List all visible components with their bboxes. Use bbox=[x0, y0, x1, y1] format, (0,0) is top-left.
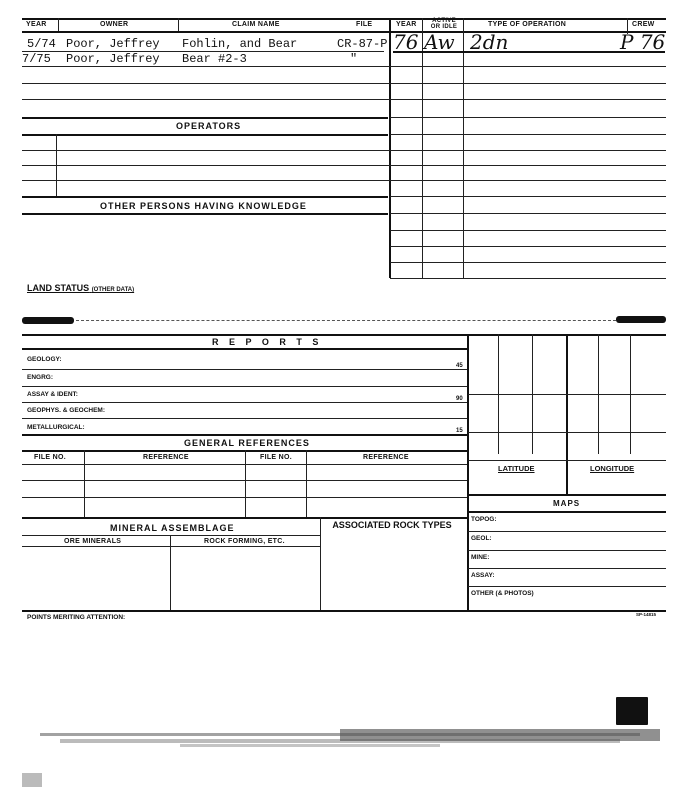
header-bottom-rule bbox=[22, 31, 666, 33]
other-persons-heading: OTHER PERSONS HAVING KNOWLEDGE bbox=[100, 201, 307, 211]
active-col-divider bbox=[463, 18, 464, 278]
row-line bbox=[22, 165, 666, 166]
row-line bbox=[22, 66, 666, 67]
header-sep bbox=[58, 18, 59, 31]
header-year-2: YEAR bbox=[396, 21, 417, 28]
map-line bbox=[468, 586, 666, 587]
mineral-divider bbox=[320, 517, 321, 610]
gen-ref-line bbox=[22, 464, 467, 465]
record-claim: Fohlin, and Bear bbox=[182, 37, 298, 51]
row-line bbox=[22, 196, 388, 198]
handwritten-year: 76 bbox=[393, 30, 419, 54]
report-label: GEOLOGY: bbox=[27, 356, 62, 363]
reports-heading: R E P O R T S bbox=[212, 337, 323, 347]
header-file: FILE bbox=[356, 21, 373, 28]
map-line bbox=[468, 550, 666, 551]
gen-ref-file-no: FILE NO. bbox=[260, 454, 292, 461]
grid-line bbox=[468, 460, 666, 461]
handwritten-active: Aw bbox=[424, 30, 455, 54]
record-claim: Bear #2-3 bbox=[182, 52, 247, 66]
reports-top-rule bbox=[22, 334, 666, 336]
row-line bbox=[22, 180, 666, 181]
report-line bbox=[22, 418, 467, 419]
operators-rule bbox=[22, 134, 388, 136]
header-claim-name: CLAIM NAME bbox=[232, 21, 280, 28]
report-label: ASSAY & IDENT: bbox=[27, 391, 78, 398]
report-label: ENGRG: bbox=[27, 374, 53, 381]
report-num: 90 bbox=[456, 396, 463, 402]
header-sep bbox=[178, 18, 179, 31]
row-line bbox=[22, 99, 666, 100]
gen-ref-divider bbox=[306, 450, 307, 518]
row-line bbox=[390, 246, 666, 247]
map-label: TOPOG: bbox=[471, 516, 497, 523]
general-references-heading: GENERAL REFERENCES bbox=[184, 438, 310, 448]
ore-minerals-header: ORE MINERALS bbox=[64, 538, 122, 545]
report-line bbox=[22, 386, 467, 387]
grid-line bbox=[468, 432, 666, 433]
longitude-label: LONGITUDE bbox=[590, 464, 635, 473]
record-owner: Poor, Jeffrey bbox=[66, 52, 160, 66]
associated-rock-types-heading: ASSOCIATED ROCK TYPES bbox=[332, 520, 452, 530]
year-col-divider bbox=[422, 18, 423, 278]
row-line bbox=[390, 262, 666, 263]
rock-forming-header: ROCK FORMING, ETC. bbox=[204, 538, 285, 545]
header-top-rule bbox=[22, 18, 666, 20]
report-line bbox=[22, 369, 467, 370]
gen-ref-divider bbox=[84, 450, 85, 518]
row-line bbox=[390, 230, 666, 231]
maps-heading: MAPS bbox=[553, 499, 581, 508]
row-line bbox=[22, 83, 666, 84]
grid-line bbox=[468, 394, 666, 395]
land-status-heading: LAND STATUS (OTHER DATA) bbox=[27, 283, 135, 293]
gen-ref-line bbox=[22, 480, 467, 481]
row-line bbox=[390, 117, 666, 118]
map-line bbox=[468, 531, 666, 532]
header-crew: CREW bbox=[632, 21, 655, 28]
scan-smear-right bbox=[616, 316, 666, 323]
row-line bbox=[22, 117, 388, 119]
mineral-rule bbox=[22, 535, 320, 536]
report-label: GEOPHYS. & GEOCHEM: bbox=[27, 407, 106, 414]
form-bottom-rule bbox=[22, 610, 666, 612]
row-line bbox=[390, 213, 666, 214]
record-owner: Poor, Jeffrey bbox=[66, 37, 160, 51]
form-number: SP-14815 bbox=[636, 612, 657, 617]
row-line-right bbox=[393, 51, 665, 53]
scan-blotch bbox=[616, 697, 648, 725]
operators-heading: OPERATORS bbox=[176, 121, 242, 131]
latitude-label: LATITUDE bbox=[498, 464, 535, 473]
gen-ref-line bbox=[22, 497, 467, 498]
row-line bbox=[390, 134, 666, 135]
map-label: ASSAY: bbox=[471, 572, 495, 579]
gen-ref-reference: REFERENCE bbox=[363, 454, 409, 461]
other-persons-rule bbox=[22, 213, 388, 215]
maps-top-rule bbox=[468, 494, 666, 496]
report-num: 15 bbox=[456, 428, 463, 434]
row-line bbox=[22, 150, 666, 151]
header-year: YEAR bbox=[26, 21, 47, 28]
points-meriting-heading: POINTS MERITING ATTENTION: bbox=[27, 614, 126, 621]
gen-ref-reference: REFERENCE bbox=[143, 454, 189, 461]
header-active-or-idle: ACTIVE OR IDLE bbox=[430, 18, 458, 30]
record-file: CR-87-P bbox=[337, 37, 388, 51]
record-year: 7/75 bbox=[22, 52, 51, 66]
scan-noise bbox=[22, 773, 42, 787]
scan-smear-left bbox=[22, 317, 74, 324]
record-year: 5/74 bbox=[27, 37, 56, 51]
header-type-of-operation: TYPE OF OPERATION bbox=[488, 21, 567, 28]
map-label: MINE: bbox=[471, 554, 490, 561]
handwritten-type: 2dn bbox=[470, 30, 509, 54]
scan-noise bbox=[340, 729, 660, 741]
maps-rule bbox=[468, 511, 666, 513]
report-num: 45 bbox=[456, 363, 463, 369]
map-label: GEOL: bbox=[471, 535, 492, 542]
mineral-rule bbox=[22, 546, 320, 547]
map-line bbox=[468, 568, 666, 569]
handwritten-crew: P 76 bbox=[620, 30, 666, 54]
report-line bbox=[22, 402, 467, 403]
mineral-assemblage-heading: MINERAL ASSEMBLAGE bbox=[110, 523, 235, 533]
gen-ref-line bbox=[22, 517, 467, 519]
gen-ref-divider bbox=[245, 450, 246, 518]
land-status-dashed-rule bbox=[76, 320, 616, 321]
row-line bbox=[22, 51, 384, 52]
report-label: METALLURGICAL: bbox=[27, 424, 85, 431]
header-owner: OWNER bbox=[100, 21, 129, 28]
main-vertical-divider bbox=[389, 18, 391, 278]
reports-rule bbox=[22, 348, 467, 350]
report-line bbox=[22, 434, 467, 436]
scan-noise bbox=[180, 744, 440, 747]
row-line bbox=[390, 196, 666, 197]
map-label: OTHER (& PHOTOS) bbox=[471, 590, 534, 597]
grid-line bbox=[566, 334, 568, 494]
row-line bbox=[390, 278, 666, 279]
gen-ref-file-no: FILE NO. bbox=[34, 454, 66, 461]
record-file: " bbox=[350, 52, 358, 66]
